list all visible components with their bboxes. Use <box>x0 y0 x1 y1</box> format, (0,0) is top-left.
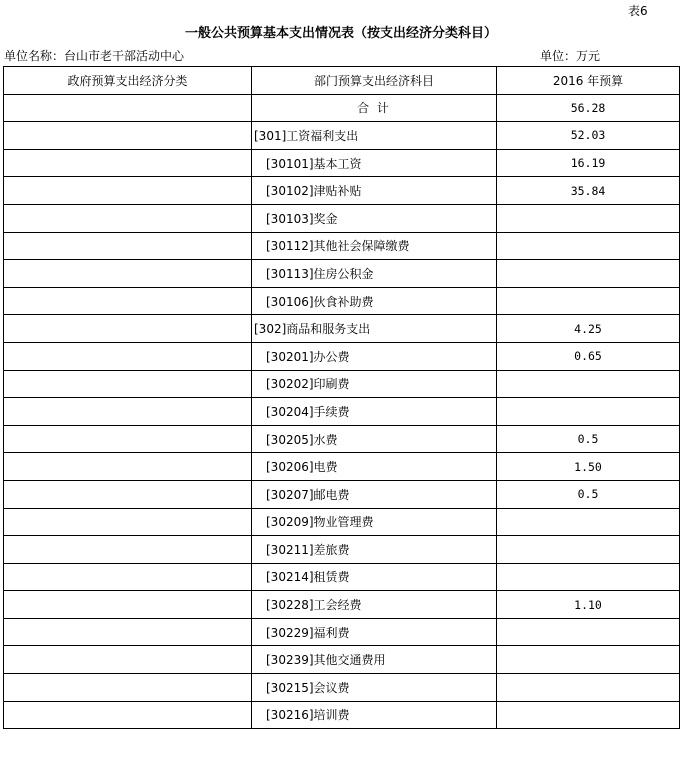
budget-amount-cell <box>497 398 680 426</box>
budget-amount-cell: 1.10 <box>497 591 680 619</box>
expense-item-cell: [301]工资福利支出 <box>252 122 497 150</box>
budget-amount-cell <box>497 646 680 674</box>
table-row <box>4 177 680 205</box>
gov-classification-cell <box>4 646 252 674</box>
expense-item-cell: [30206]电费 <box>252 453 497 481</box>
gov-classification-cell <box>4 232 252 260</box>
gov-classification-cell <box>4 701 252 729</box>
budget-amount-cell <box>497 701 680 729</box>
gov-classification-cell <box>4 618 252 646</box>
budget-amount-cell: 0.5 <box>497 480 680 508</box>
gov-classification-cell <box>4 591 252 619</box>
gov-classification-cell <box>4 480 252 508</box>
gov-classification-cell <box>4 536 252 564</box>
expense-item-cell: [30101]基本工资 <box>252 149 497 177</box>
budget-amount-cell: 0.65 <box>497 342 680 370</box>
budget-amount-cell <box>497 260 680 288</box>
budget-amount-cell: 35.84 <box>497 177 680 205</box>
expense-item-cell: [30228]工会经费 <box>252 591 497 619</box>
table-row <box>4 370 680 398</box>
gov-classification-cell <box>4 370 252 398</box>
table-header-row <box>4 67 680 95</box>
expense-item-cell: [30209]物业管理费 <box>252 508 497 536</box>
budget-amount-cell <box>497 287 680 315</box>
unit-name-label: 单位名称：台山市老干部活动中心 <box>4 49 185 63</box>
expense-item-cell: [302]商品和服务支出 <box>252 315 497 343</box>
table-row <box>4 563 680 591</box>
table-row <box>4 342 680 370</box>
gov-classification-cell <box>4 177 252 205</box>
table-row <box>4 204 680 232</box>
table-row <box>4 122 680 150</box>
budget-amount-cell: 0.5 <box>497 425 680 453</box>
table-row <box>4 674 680 702</box>
table-row <box>4 591 680 619</box>
gov-classification-cell <box>4 287 252 315</box>
expense-item-cell: [30113]住房公积金 <box>252 260 497 288</box>
expense-item-cell: [30211]差旅费 <box>252 536 497 564</box>
total-amount: 56.28 <box>497 94 680 122</box>
table-row <box>4 453 680 481</box>
expense-item-cell: [30201]办公费 <box>252 342 497 370</box>
expense-item-cell: [30207]邮电费 <box>252 480 497 508</box>
table-number: 表6 <box>628 4 648 18</box>
gov-classification-cell <box>4 563 252 591</box>
budget-amount-cell <box>497 232 680 260</box>
gov-classification-cell <box>4 453 252 481</box>
expense-item-cell: [30202]印刷费 <box>252 370 497 398</box>
gov-classification-cell <box>4 674 252 702</box>
table-row <box>4 425 680 453</box>
gov-classification-cell <box>4 315 252 343</box>
table-row <box>4 287 680 315</box>
budget-amount-cell: 16.19 <box>497 149 680 177</box>
expense-item-cell: [30106]伙食补助费 <box>252 287 497 315</box>
total-gov-cell <box>4 94 252 122</box>
expense-item-cell: [30214]租赁费 <box>252 563 497 591</box>
table-row <box>4 315 680 343</box>
budget-amount-cell <box>497 508 680 536</box>
gov-classification-cell <box>4 149 252 177</box>
table-row <box>4 398 680 426</box>
gov-classification-cell <box>4 342 252 370</box>
budget-amount-cell <box>497 674 680 702</box>
expense-item-cell: [30204]手续费 <box>252 398 497 426</box>
budget-amount-cell <box>497 204 680 232</box>
table-row <box>4 149 680 177</box>
currency-unit-label: 单位：万元 <box>540 49 601 63</box>
gov-classification-cell <box>4 425 252 453</box>
gov-classification-cell <box>4 398 252 426</box>
expense-item-cell: [30229]福利费 <box>252 618 497 646</box>
table-row <box>4 508 680 536</box>
table-row <box>4 232 680 260</box>
expense-item-cell: [30103]奖金 <box>252 204 497 232</box>
header-dept-item: 部门预算支出经济科目 <box>252 67 497 95</box>
expense-item-cell: [30112]其他社会保障缴费 <box>252 232 497 260</box>
table-row <box>4 646 680 674</box>
table-row <box>4 480 680 508</box>
gov-classification-cell <box>4 508 252 536</box>
header-budget-2016: 2016 年预算 <box>497 67 680 95</box>
budget-amount-cell <box>497 370 680 398</box>
budget-amount-cell <box>497 536 680 564</box>
expense-item-cell: [30239]其他交通费用 <box>252 646 497 674</box>
budget-amount-cell: 4.25 <box>497 315 680 343</box>
budget-amount-cell <box>497 563 680 591</box>
expense-item-cell: [30102]津贴补贴 <box>252 177 497 205</box>
gov-classification-cell <box>4 260 252 288</box>
budget-table-body <box>4 67 680 729</box>
gov-classification-cell <box>4 204 252 232</box>
expense-item-cell: [30215]会议费 <box>252 674 497 702</box>
header-gov-classification: 政府预算支出经济分类 <box>4 67 252 95</box>
budget-table <box>3 66 680 729</box>
expense-item-cell: [30205]水费 <box>252 425 497 453</box>
budget-amount-cell: 52.03 <box>497 122 680 150</box>
gov-classification-cell <box>4 122 252 150</box>
table-row <box>4 536 680 564</box>
document-title: 一般公共预算基本支出情况表（按支出经济分类科目） <box>184 26 497 41</box>
total-label: 合 计 <box>252 94 497 122</box>
budget-amount-cell: 1.50 <box>497 453 680 481</box>
expense-item-cell: [30216]培训费 <box>252 701 497 729</box>
budget-amount-cell <box>497 618 680 646</box>
table-row <box>4 260 680 288</box>
total-row <box>4 94 680 122</box>
table-row <box>4 618 680 646</box>
table-row <box>4 701 680 729</box>
